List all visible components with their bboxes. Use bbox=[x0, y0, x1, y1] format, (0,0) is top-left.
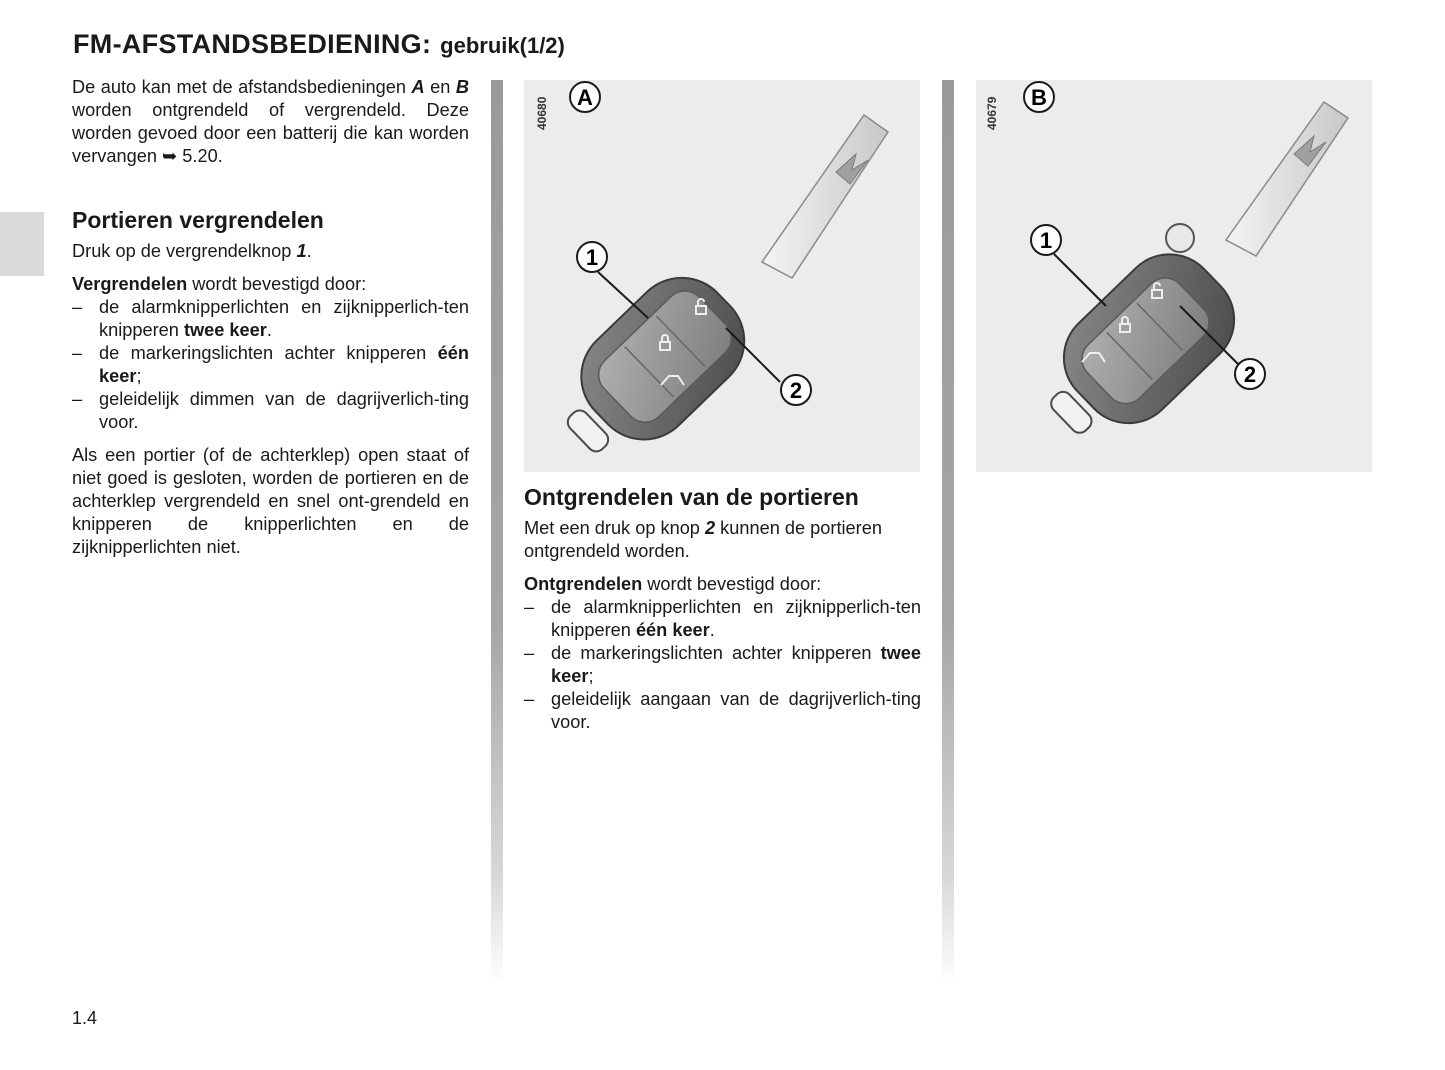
ref-letter-b: B bbox=[455, 77, 469, 97]
unlocking-instruction: Met een druk op knop 2 kunnen de portieren ontgrendeld worden. bbox=[524, 518, 882, 561]
callout-1 bbox=[1031, 225, 1061, 255]
callout-1 bbox=[577, 242, 607, 272]
list-item: – de alarmknipperlichten en zijknipperlich-ten knipperen twee keer. bbox=[72, 296, 469, 342]
key-b-illustration bbox=[976, 80, 1372, 472]
middle-column bbox=[524, 483, 921, 744]
section-tab-marker bbox=[0, 212, 44, 276]
column-divider bbox=[491, 80, 503, 985]
unlocking-confirm: Ontgrendelen wordt bevestigd door: bbox=[524, 574, 822, 594]
page-title bbox=[73, 24, 565, 61]
callout-line-1 bbox=[1054, 254, 1106, 306]
locking-list bbox=[72, 296, 469, 434]
list-item: – de alarmknipperlichten en zijknipperlich-ten knipperen één keer. bbox=[524, 596, 921, 642]
key-a-illustration bbox=[524, 80, 920, 472]
figure-label-a bbox=[570, 82, 600, 112]
figure-label-b bbox=[1024, 82, 1054, 112]
svg-text:2: 2 bbox=[1243, 362, 1257, 387]
figure-code: 40679 bbox=[985, 96, 999, 130]
locking-confirm: Vergrendelen wordt bevestigd door: bbox=[72, 274, 367, 294]
callout-line-1 bbox=[598, 272, 648, 318]
svg-text:1: 1 bbox=[585, 245, 599, 270]
locking-heading: Portieren vergrendelen bbox=[72, 207, 324, 233]
intro-paragraph: De auto kan met de afstandsbedieningen A en B worden ontgrendeld of vergrendeld. Deze worden gevoed door een batterij die kan worden vervangen ➥ 5.20. bbox=[72, 77, 469, 166]
svg-text:2: 2 bbox=[789, 378, 803, 403]
unlocking-heading: Ontgrendelen van de portieren bbox=[524, 484, 859, 510]
title-sub: gebruik(1/2) bbox=[440, 33, 565, 58]
reference-arrow-icon: ➥ bbox=[162, 146, 178, 166]
key-fob-a bbox=[539, 257, 765, 472]
figure-key-a bbox=[524, 80, 920, 472]
key-fob-b bbox=[1022, 234, 1257, 463]
ref-letter-a: A bbox=[411, 77, 425, 97]
locking-instruction: Druk op de vergrendelknop 1. bbox=[72, 241, 312, 261]
figure-key-b bbox=[976, 80, 1372, 472]
callout-2 bbox=[781, 375, 811, 405]
list-item: – geleidelijk aangaan van de dagrijverlich-ting voor. bbox=[524, 688, 921, 734]
list-item: – de markeringslichten achter knipperen één keer; bbox=[72, 342, 469, 388]
title-main: FM-AFSTANDSBEDIENING: bbox=[73, 29, 432, 59]
svg-text:1: 1 bbox=[1039, 228, 1053, 253]
left-column bbox=[72, 76, 469, 569]
locking-note: Als een portier (of de achterklep) open staat of niet goed is gesloten, worden de portieren en de achterklep vergrendeld en snel ont-grendeld en knipperen de knipperlichten en de zijknipperlichten niet. bbox=[72, 445, 469, 557]
unlocking-list bbox=[524, 596, 921, 734]
callout-2 bbox=[1235, 359, 1265, 389]
column-divider bbox=[942, 80, 954, 985]
page-reference[interactable]: 5.20. bbox=[177, 146, 223, 166]
flip-release-button bbox=[1166, 224, 1194, 252]
svg-text:B: B bbox=[1031, 85, 1047, 110]
svg-text:A: A bbox=[577, 85, 593, 110]
page-number: 1.4 bbox=[72, 1008, 98, 1028]
list-item: – de markeringslichten achter knipperen twee keer; bbox=[524, 642, 921, 688]
list-item: – geleidelijk dimmen van de dagrijverlich-ting voor. bbox=[72, 388, 469, 434]
figure-code: 40680 bbox=[535, 96, 549, 130]
